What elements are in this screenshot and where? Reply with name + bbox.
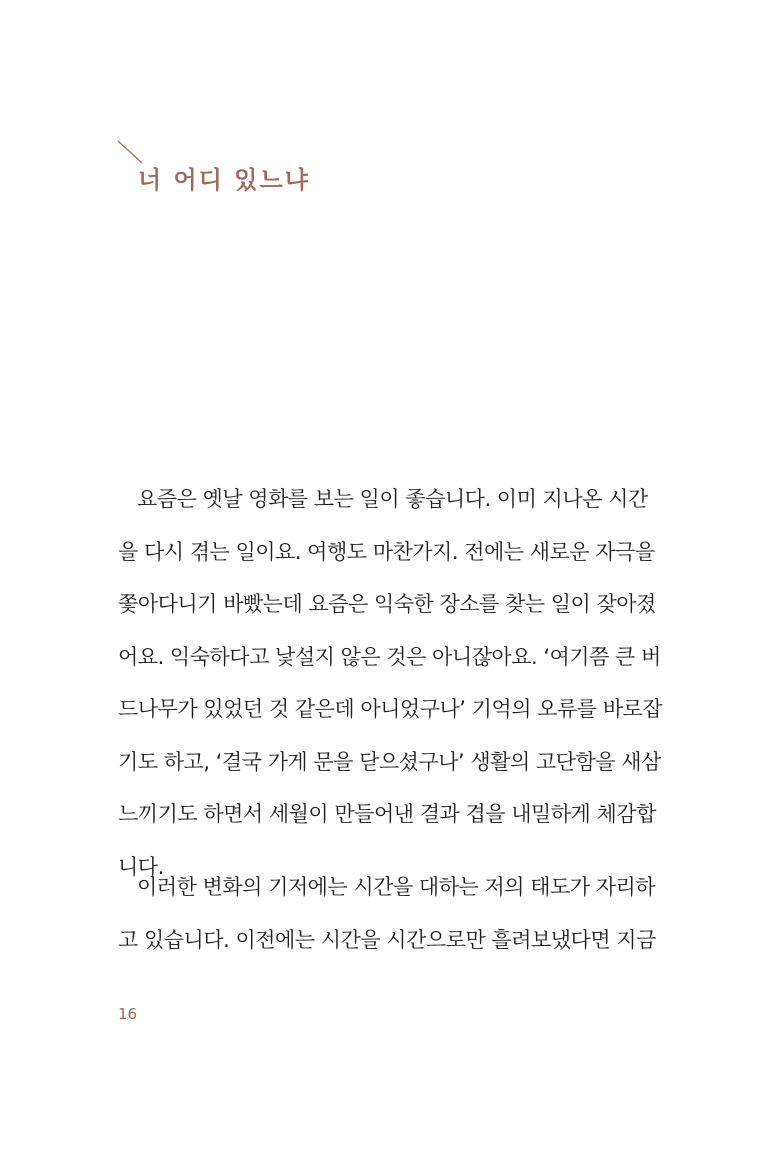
text-line: 이러한 변화의 기저에는 시간을 대하는 저의 태도가 자리하: [137, 875, 656, 899]
text-line: 드나무가 있었던 것 같은데 아니었구나’ 기억의 오류를 바로잡: [118, 697, 663, 721]
text-line: 기도 하고, ‘결국 가게 문을 닫으셨구나’ 생활의 고단함을 새삼: [118, 749, 661, 774]
text-line: 요즘은 옛날 영화를 보는 일이 좋습니다. 이미 지나온 시간: [137, 487, 648, 511]
text-line: 고 있습니다. 이전에는 시간을 시간으로만 흘려보냈다면 지금: [118, 927, 656, 952]
text-line: 을 다시 겪는 일이요. 여행도 마찬가지. 전에는 새로운 자극을: [118, 539, 655, 564]
paragraph-1: [118, 473, 663, 893]
text-line: 니다.: [118, 854, 164, 879]
chapter-title: 너 어디 있느냐: [138, 166, 310, 194]
text-line: 느끼기도 하면서 세월이 만들어낸 결과 겹을 내밀하게 체감합: [118, 802, 656, 826]
paragraph-2: [118, 861, 656, 966]
text-line: 어요. 익숙하다고 낯설지 않은 것은 아니잖아요. ‘여기쯤 큰 버: [118, 644, 661, 669]
page-number: 16: [118, 1005, 138, 1023]
text-line: 쫓아다니기 바빴는데 요즘은 익숙한 장소를 찾는 일이 잦아졌: [118, 592, 656, 616]
